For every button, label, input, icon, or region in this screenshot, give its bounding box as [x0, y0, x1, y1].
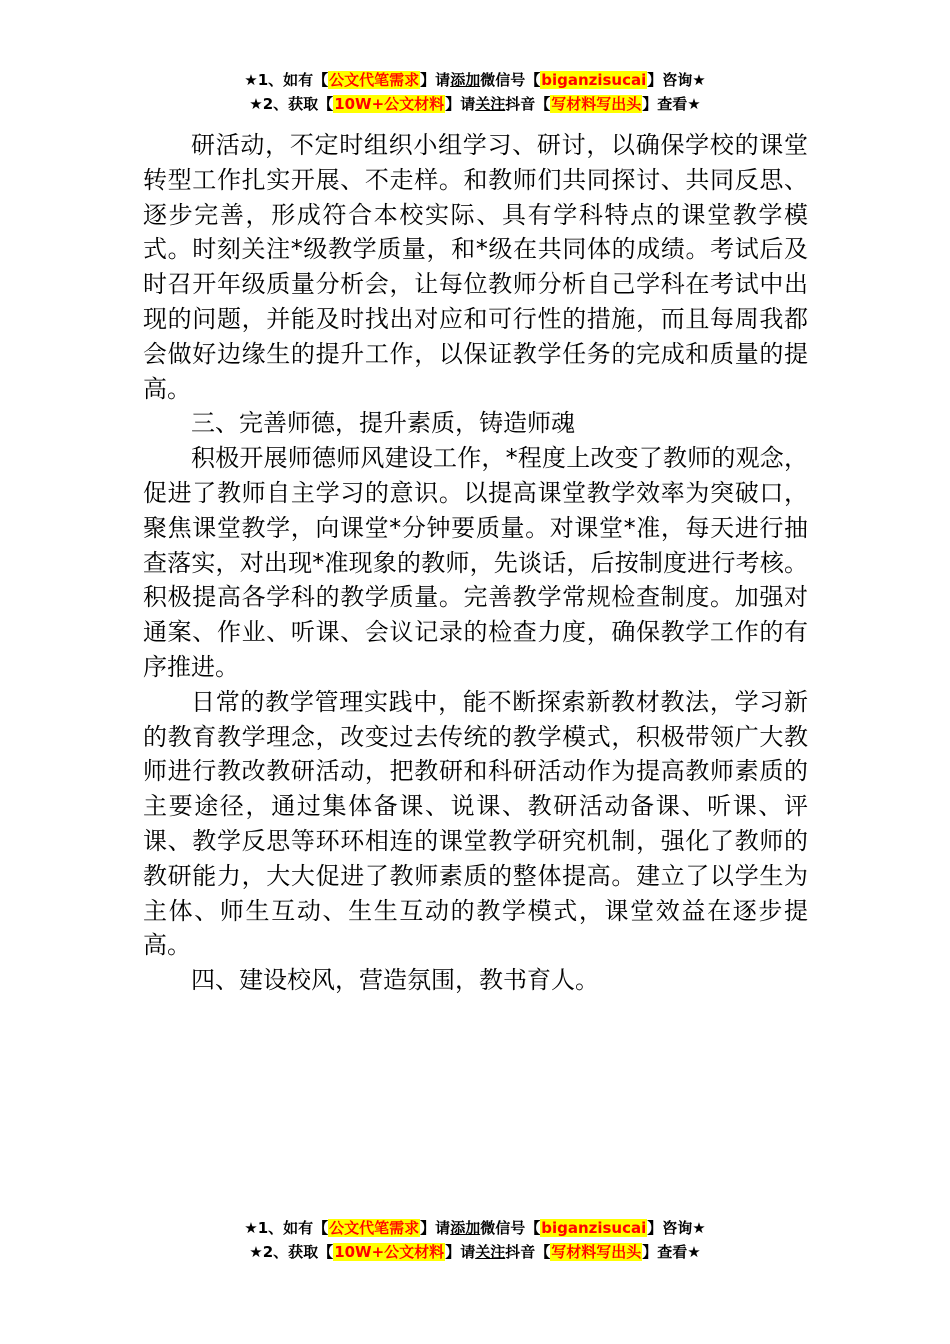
banner-text: ★1、如有【 — [244, 71, 329, 89]
banner-highlight: 10W+公文材料 — [334, 1243, 445, 1261]
footer-banner — [0, 1216, 950, 1264]
banner-text: 抖音【 — [505, 95, 551, 113]
banner-text: 】请 — [420, 71, 451, 89]
banner-line-2 — [0, 1240, 950, 1264]
banner-line-1 — [0, 1216, 950, 1240]
paragraph: 研活动，不定时组织小组学习、研讨，以确保学校的课堂转型工作扎实开展、不走样。和教师们共同探讨、共同反思、逐步完善，形成符合本校实际、具有学科特点的课堂教学模式。时刻关注*级教学质量，和*级在共同体的成绩。考试后及时召开年级质量分析会，让每位教师分析自己学科在考试中出现的问题，并能及时找出对应和可行性的措施，而且每周我都会做好边缘生的提升工作，以保证教学任务的完成和质量的提高。 — [143, 131, 808, 403]
document-body — [143, 128, 808, 998]
banner-highlight: 10W+公文材料 — [334, 95, 445, 113]
banner-underlined: 添加 — [450, 1219, 481, 1237]
banner-text: 】请 — [445, 1243, 476, 1261]
banner-text: 】请 — [420, 1219, 451, 1237]
banner-text: 】咨询★ — [647, 71, 706, 89]
banner-text: 微信号【 — [480, 71, 541, 89]
banner-line-2 — [0, 92, 950, 116]
header-banner — [0, 68, 950, 116]
banner-highlight: biganzisucai — [541, 1219, 647, 1237]
banner-highlight: 写材料写出头 — [551, 95, 642, 113]
banner-text: 】咨询★ — [647, 1219, 706, 1237]
banner-underlined: 关注 — [475, 1243, 506, 1261]
section-heading: 三、完善师德，提升素质，铸造师魂 — [191, 409, 575, 438]
paragraph: 日常的教学管理实践中，能不断探索新教材教法，学习新的教育教学理念，改变过去传统的教学模式，积极带领广大教师进行教改教研活动，把教研和科研活动作为提高教师素质的主要途径，通过集体备课、说课、教研活动备课、听课、评课、教学反思等环环相连的课堂教学研究机制，强化了教师的教研能力，大大促进了教师素质的整体提高。建立了以学生为主体、师生互动、生生互动的教学模式，课堂效益在逐步提高。 — [143, 687, 808, 960]
banner-text: 】查看★ — [642, 1243, 701, 1261]
banner-text: 】查看★ — [642, 95, 701, 113]
banner-underlined: 关注 — [475, 95, 506, 113]
banner-text: ★2、获取【 — [249, 1243, 334, 1261]
banner-text: 】请 — [445, 95, 476, 113]
section-heading: 四、建设校风，营造氛围，教书育人。 — [191, 966, 599, 995]
paragraph: 积极开展师德师风建设工作，*程度上改变了教师的观念，促进了教师自主学习的意识。以提高课堂教学效率为突破口，聚焦课堂教学，向课堂*分钟要质量。对课堂*准，每天进行抽查落实，对出现*准现象的教师，先谈话，后按制度进行考核。积极提高各学科的教学质量。完善教学常规检查制度。加强对通案、作业、听课、会议记录的检查力度，确保教学工作的有序推进。 — [143, 444, 808, 681]
banner-highlight: 公文代笔需求 — [329, 71, 420, 89]
banner-highlight: 写材料写出头 — [551, 1243, 642, 1261]
banner-text: 微信号【 — [480, 1219, 541, 1237]
banner-text: ★2、获取【 — [249, 95, 334, 113]
banner-line-1 — [0, 68, 950, 92]
banner-highlight: 公文代笔需求 — [329, 1219, 420, 1237]
banner-text: ★1、如有【 — [244, 1219, 329, 1237]
banner-underlined: 添加 — [450, 71, 481, 89]
banner-text: 抖音【 — [505, 1243, 551, 1261]
banner-highlight: biganzisucai — [541, 71, 647, 89]
